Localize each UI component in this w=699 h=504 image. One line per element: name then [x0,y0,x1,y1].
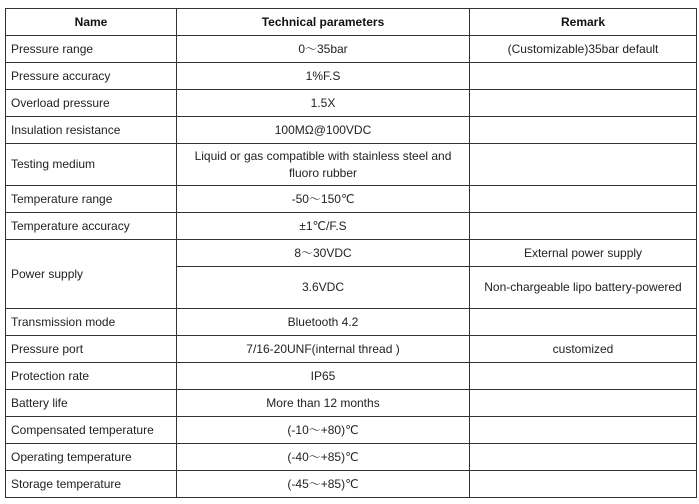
row-param: Liquid or gas compatible with stainless steel and fluoro rubber [177,144,470,186]
row-name: Protection rate [6,363,177,390]
row-param: (-40～+85)℃ [177,444,470,471]
row-remark [470,309,697,336]
row-name: Storage temperature [6,471,177,498]
row-remark [470,144,697,186]
row-remark: Non-chargeable lipo battery-powered [470,267,697,309]
row-param: 1.5X [177,90,470,117]
row-name: Temperature accuracy [6,213,177,240]
row-name: Insulation resistance [6,117,177,144]
spec-table [5,8,697,498]
table-row [6,390,697,417]
row-name: Temperature range [6,186,177,213]
row-param: 3.6VDC [177,267,470,309]
row-name: Compensated temperature [6,417,177,444]
row-name: Pressure accuracy [6,63,177,90]
row-name: Overload pressure [6,90,177,117]
table-row [6,363,697,390]
row-param: 1%F.S [177,63,470,90]
row-name: Battery life [6,390,177,417]
row-param: 7/16-20UNF(internal thread ) [177,336,470,363]
row-param: Bluetooth 4.2 [177,309,470,336]
row-param: ±1℃/F.S [177,213,470,240]
row-remark [470,63,697,90]
row-remark: customized [470,336,697,363]
row-remark [470,186,697,213]
table-row [6,417,697,444]
row-param: IP65 [177,363,470,390]
header-name: Name [6,9,177,36]
row-name: Pressure range [6,36,177,63]
row-remark [470,390,697,417]
row-name: Testing medium [6,144,177,186]
row-param: 100MΩ@100VDC [177,117,470,144]
table-row [6,240,697,267]
row-remark [470,363,697,390]
header-remark: Remark [470,9,697,36]
row-remark: External power supply [470,240,697,267]
row-param: 8～30VDC [177,240,470,267]
row-param: -50～150℃ [177,186,470,213]
table-row [6,309,697,336]
row-remark: (Customizable)35bar default [470,36,697,63]
table-row [6,213,697,240]
table-row [6,444,697,471]
row-remark [470,90,697,117]
row-name: Operating temperature [6,444,177,471]
table-row [6,471,697,498]
row-remark [470,213,697,240]
row-remark [470,117,697,144]
row-param: More than 12 months [177,390,470,417]
header-row [6,9,697,36]
row-name: Power supply [6,240,177,309]
row-remark [470,471,697,498]
table-row [6,117,697,144]
row-remark [470,444,697,471]
header-params: Technical parameters [177,9,470,36]
row-param: (-10～+80)℃ [177,417,470,444]
table-row [6,186,697,213]
row-name: Transmission mode [6,309,177,336]
table-row [6,63,697,90]
table-row [6,90,697,117]
row-name: Pressure port [6,336,177,363]
row-param: (-45～+85)℃ [177,471,470,498]
table-row [6,36,697,63]
row-remark [470,417,697,444]
table-row [6,336,697,363]
table-row [6,144,697,186]
row-param: 0～35bar [177,36,470,63]
